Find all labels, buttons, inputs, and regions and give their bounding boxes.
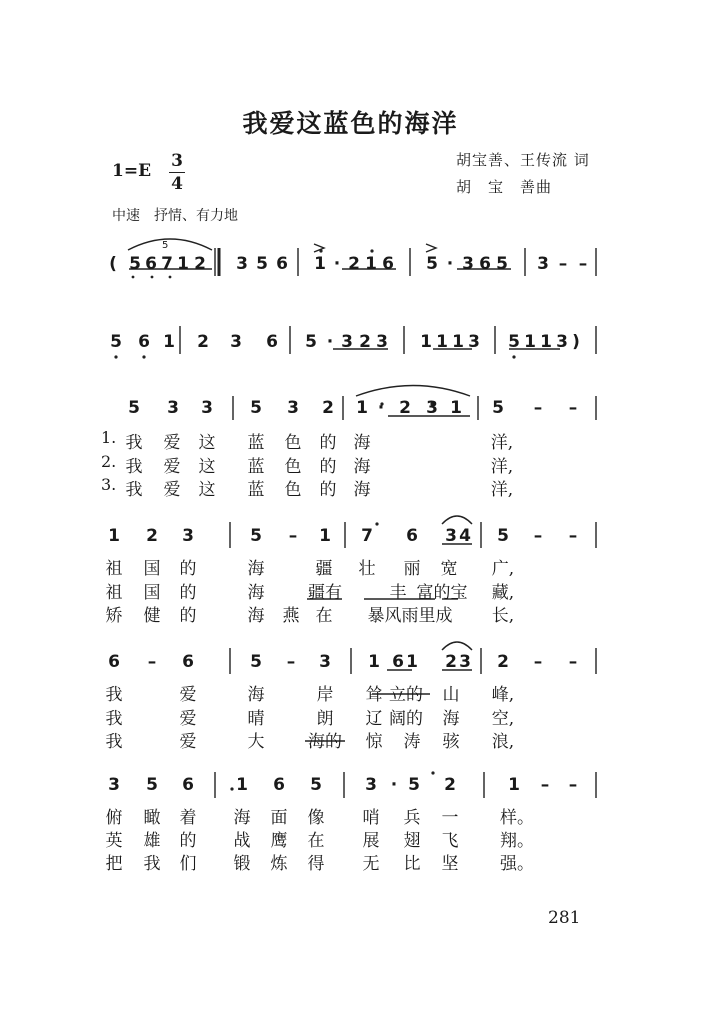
verse-number: 2. bbox=[101, 452, 117, 471]
lyric: 战 bbox=[233, 831, 251, 851]
note: 5 bbox=[146, 775, 158, 795]
note: – bbox=[568, 652, 578, 672]
lyric: 的 bbox=[179, 606, 197, 626]
lyric: 色 bbox=[284, 480, 302, 500]
lyric: 这 bbox=[198, 480, 216, 500]
note: 5 bbox=[497, 526, 509, 546]
note: 3 bbox=[445, 526, 457, 546]
note: 1 bbox=[365, 254, 377, 274]
note: 6 bbox=[266, 332, 278, 352]
lyric: 色 bbox=[284, 457, 302, 477]
note: 3 bbox=[426, 398, 438, 418]
lyric: 们 bbox=[179, 854, 197, 874]
lyric: 岸 bbox=[316, 685, 334, 705]
lyric: 我 bbox=[105, 685, 123, 705]
note: 1 bbox=[314, 254, 326, 274]
note: 5 bbox=[250, 398, 262, 418]
lyric: 坚 bbox=[441, 854, 459, 874]
lyric: 的 bbox=[179, 831, 197, 851]
lyric: 翔。 bbox=[500, 831, 534, 851]
lyric: 强。 bbox=[500, 854, 534, 874]
lyric: 这 bbox=[198, 433, 216, 453]
note: 7 bbox=[161, 254, 173, 274]
note: 1 bbox=[356, 398, 368, 418]
note: 7 bbox=[361, 526, 373, 546]
note: – bbox=[540, 775, 550, 795]
lyric: 富的宝 bbox=[416, 583, 468, 603]
note: 5 bbox=[110, 332, 122, 352]
note: 3 bbox=[365, 775, 377, 795]
lyric: 着 bbox=[179, 808, 197, 828]
lyric: 色 bbox=[284, 433, 302, 453]
note: 1 bbox=[524, 332, 536, 352]
note: 5 bbox=[492, 398, 504, 418]
note: 1 bbox=[368, 652, 380, 672]
note: 5 bbox=[250, 652, 262, 672]
note: 3 bbox=[376, 332, 388, 352]
lyric: 瞰 bbox=[143, 808, 161, 828]
note: 5 bbox=[408, 775, 420, 795]
lyric: 爱 bbox=[179, 732, 197, 752]
lyric: 长, bbox=[491, 606, 515, 626]
note: 6 bbox=[182, 652, 194, 672]
lyric: 我 bbox=[105, 732, 123, 752]
lyric: 辽 bbox=[365, 709, 383, 729]
lyric: 翅 bbox=[403, 831, 421, 851]
note: 4 bbox=[459, 526, 471, 546]
note: · bbox=[377, 398, 385, 418]
lyric: 国 bbox=[143, 583, 161, 603]
note: 1 bbox=[540, 332, 552, 352]
meter-top: 3 bbox=[171, 151, 183, 171]
note: 6 bbox=[406, 526, 418, 546]
lyric: 的 bbox=[319, 433, 337, 453]
lyric: 在 bbox=[307, 831, 325, 851]
note: · bbox=[326, 332, 334, 352]
lyric: 海 bbox=[247, 606, 265, 626]
note: 6 bbox=[273, 775, 285, 795]
lyric: 爱 bbox=[179, 685, 197, 705]
composer-credit: 胡 宝 善曲 bbox=[456, 178, 553, 196]
lyric: 海 bbox=[442, 709, 460, 729]
note: 5 bbox=[310, 775, 322, 795]
lyricist-credit: 胡宝善、王传流 词 bbox=[456, 151, 590, 169]
tuplet-number: 5 bbox=[162, 240, 169, 251]
meter-bottom: 4 bbox=[171, 174, 183, 194]
lyric: 洋, bbox=[490, 457, 514, 477]
lyric: 爱 bbox=[163, 480, 181, 500]
lyric: 得 bbox=[307, 854, 325, 874]
note: 3 bbox=[287, 398, 299, 418]
note: – bbox=[533, 398, 543, 418]
lyric: 藏, bbox=[491, 583, 515, 603]
lyric: 朗 bbox=[316, 709, 334, 729]
note: 1 bbox=[236, 775, 248, 795]
page-number: 281 bbox=[548, 908, 581, 928]
note: 2 bbox=[146, 526, 158, 546]
note: 2 bbox=[359, 332, 371, 352]
note: 1 bbox=[177, 254, 189, 274]
lyric: 面 bbox=[270, 808, 288, 828]
lyric: 丰 bbox=[389, 583, 407, 603]
lyric: 矫 bbox=[105, 606, 123, 626]
lyric: 海 bbox=[353, 457, 371, 477]
note: 5 bbox=[256, 254, 268, 274]
lyric: 爱 bbox=[179, 709, 197, 729]
lyric: 兵 bbox=[403, 808, 421, 828]
note: 1 bbox=[436, 332, 448, 352]
note: – bbox=[533, 652, 543, 672]
lyric: 洋, bbox=[490, 433, 514, 453]
lyric: 把 bbox=[105, 854, 123, 874]
lyric: 鹰 bbox=[270, 831, 288, 851]
note: – bbox=[568, 526, 578, 546]
note: – bbox=[568, 398, 578, 418]
lyric: 飞 bbox=[441, 831, 459, 851]
note: 3 bbox=[537, 254, 549, 274]
lyric: 国 bbox=[143, 559, 161, 579]
song-title: 我爱这蓝色的海洋 bbox=[242, 109, 459, 138]
note: 5 bbox=[305, 332, 317, 352]
note: 5 bbox=[496, 254, 508, 274]
note: 1 bbox=[508, 775, 520, 795]
lyric: 暴风雨里成 bbox=[367, 606, 453, 626]
lyric: 健 bbox=[143, 606, 161, 626]
lyric: 的 bbox=[319, 457, 337, 477]
note: 3 bbox=[341, 332, 353, 352]
lyric: 我 bbox=[125, 457, 143, 477]
lyric: 海的 bbox=[308, 732, 342, 752]
note: 6 bbox=[145, 254, 157, 274]
note: – bbox=[286, 652, 296, 672]
note: 1 bbox=[319, 526, 331, 546]
lyric: 我 bbox=[125, 480, 143, 500]
lyric: 浪, bbox=[491, 732, 515, 752]
lyric: 疆 bbox=[315, 559, 333, 579]
lyric: 阔的 bbox=[389, 709, 423, 729]
lyric: 俯 bbox=[105, 808, 123, 828]
lyric: 比 bbox=[403, 854, 421, 874]
note: 5 bbox=[250, 526, 262, 546]
lyric: 洋, bbox=[490, 480, 514, 500]
note: 3 bbox=[167, 398, 179, 418]
note: 6 bbox=[138, 332, 150, 352]
lyric: 无 bbox=[362, 854, 380, 874]
note: 2 bbox=[399, 398, 411, 418]
lyric: 丽 bbox=[403, 559, 421, 579]
lyric: 在 bbox=[315, 606, 333, 626]
note: · bbox=[390, 775, 398, 795]
lyric: 像 bbox=[307, 808, 325, 828]
lyric: 锻 bbox=[233, 854, 251, 874]
note: · bbox=[446, 254, 454, 274]
lyric: 海 bbox=[247, 559, 265, 579]
note: 1 bbox=[163, 332, 175, 352]
note: 3 bbox=[182, 526, 194, 546]
lyric: 一 bbox=[441, 808, 459, 828]
verse-number: 3. bbox=[101, 475, 117, 494]
note: – bbox=[578, 254, 588, 274]
lyric: 骇 bbox=[442, 732, 460, 752]
lyric: 我 bbox=[105, 709, 123, 729]
note: ) bbox=[572, 332, 580, 352]
note: – bbox=[147, 652, 157, 672]
note: 3 bbox=[319, 652, 331, 672]
lyric: 疆有 bbox=[308, 583, 342, 603]
lyric: 海 bbox=[247, 583, 265, 603]
tempo-marking: 中速 抒情、有力地 bbox=[112, 208, 238, 224]
note: 2 bbox=[497, 652, 509, 672]
key-signature: 1=E bbox=[112, 161, 152, 181]
lyric: 峰, bbox=[491, 685, 515, 705]
lyric: 爱 bbox=[163, 457, 181, 477]
lyric: 耸 bbox=[365, 685, 383, 705]
lyric: 海 bbox=[353, 433, 371, 453]
lyric: 我 bbox=[143, 854, 161, 874]
note: 6 bbox=[382, 254, 394, 274]
lyric: 这 bbox=[198, 457, 216, 477]
note: – bbox=[558, 254, 568, 274]
lyric: 哨 bbox=[362, 808, 380, 828]
note: 1 bbox=[452, 332, 464, 352]
note: 5 bbox=[128, 398, 140, 418]
lyric: 雄 bbox=[143, 831, 161, 851]
lyric: 蓝 bbox=[247, 433, 265, 453]
lyric: 海 bbox=[353, 480, 371, 500]
lyric: 的 bbox=[179, 583, 197, 603]
note: 3 bbox=[236, 254, 248, 274]
note: 3 bbox=[468, 332, 480, 352]
note: 2 bbox=[445, 652, 457, 672]
lyric: 广, bbox=[491, 559, 515, 579]
lyric: 壮 bbox=[358, 559, 376, 579]
lyric: 大 bbox=[247, 732, 265, 752]
note: 1 bbox=[108, 526, 120, 546]
lyric: 的 bbox=[179, 559, 197, 579]
lyric: 空, bbox=[491, 709, 515, 729]
lyric: 蓝 bbox=[247, 457, 265, 477]
lyric: 海 bbox=[247, 685, 265, 705]
lyric: 惊 bbox=[365, 732, 383, 752]
note: – bbox=[533, 526, 543, 546]
note: ( bbox=[109, 254, 117, 274]
note: 6 bbox=[276, 254, 288, 274]
note: 6 bbox=[108, 652, 120, 672]
note: 6 bbox=[479, 254, 491, 274]
note: – bbox=[568, 775, 578, 795]
lyric: 涛 bbox=[403, 732, 421, 752]
note: 3 bbox=[459, 652, 471, 672]
note: 3 bbox=[230, 332, 242, 352]
note: 5 bbox=[129, 254, 141, 274]
note: 3 bbox=[108, 775, 120, 795]
note: 6 bbox=[182, 775, 194, 795]
note: – bbox=[288, 526, 298, 546]
note: 1 bbox=[450, 398, 462, 418]
lyric: 立的 bbox=[389, 685, 423, 705]
note: 2 bbox=[348, 254, 360, 274]
lyric: 蓝 bbox=[247, 480, 265, 500]
lyric: 海 bbox=[233, 808, 251, 828]
note: 3 bbox=[556, 332, 568, 352]
note: 2 bbox=[444, 775, 456, 795]
note: 1 bbox=[420, 332, 432, 352]
lyric: 样。 bbox=[500, 808, 534, 828]
note: 5 bbox=[426, 254, 438, 274]
note: 6 bbox=[392, 652, 404, 672]
lyric: 的 bbox=[319, 480, 337, 500]
lyric: 我 bbox=[125, 433, 143, 453]
lyric: 祖 bbox=[105, 583, 123, 603]
note: · bbox=[333, 254, 341, 274]
note: 2 bbox=[197, 332, 209, 352]
lyric: 展 bbox=[362, 831, 380, 851]
lyric: 燕 bbox=[282, 606, 300, 626]
lyric: 山 bbox=[442, 685, 460, 705]
lyric: 祖 bbox=[105, 559, 123, 579]
verse-number: 1. bbox=[101, 428, 117, 447]
lyric: 爱 bbox=[163, 433, 181, 453]
lyric: 宽 bbox=[440, 559, 458, 579]
note: 3 bbox=[462, 254, 474, 274]
note: 2 bbox=[194, 254, 206, 274]
note: 5 bbox=[508, 332, 520, 352]
lyric: 晴 bbox=[247, 709, 265, 729]
lyric: 英 bbox=[105, 831, 123, 851]
note: 1 bbox=[406, 652, 418, 672]
note: 2 bbox=[322, 398, 334, 418]
lyric: 炼 bbox=[270, 854, 288, 874]
note: 3 bbox=[201, 398, 213, 418]
